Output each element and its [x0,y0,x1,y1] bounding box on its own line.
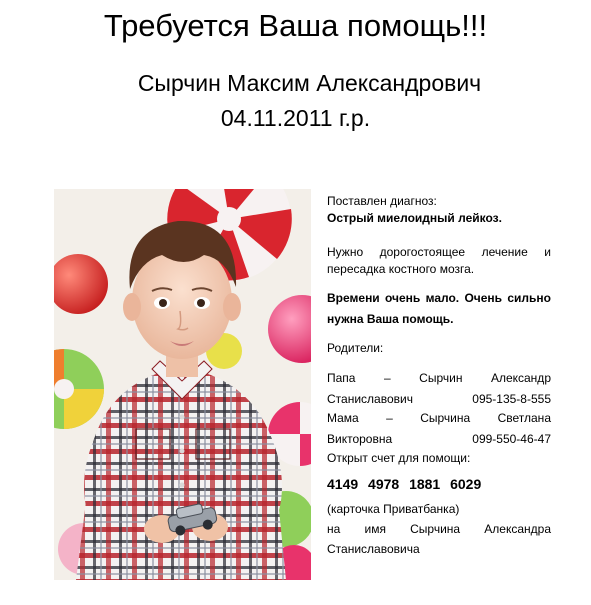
mother-patronymic: Викторовна [327,432,393,446]
urgency-line-1: Времени очень мало. Очень сильно [327,291,551,305]
card-number: 4149 4978 1881 6029 [327,476,482,492]
child-full-name: Сырчин Максим Александрович [137,70,482,96]
child-birth-date: 04.11.2011 г.р. [220,105,371,131]
account-label: Открыт счет для помощи: [327,451,471,465]
urgency-line-2: нужна Ваша помощь. [327,312,454,326]
mother-phone: 099-550-46-47 [472,432,551,446]
father-patronymic: Станиславович [327,392,413,406]
diagnosis-label: Поставлен диагноз: [327,194,437,208]
parents-label: Родители: [327,341,384,355]
father-line-2 [327,391,551,408]
mother-line-2 [327,431,551,448]
headline: Требуется Ваша помощь!!! [103,8,488,43]
treatment-line-2: пересадка костного мозга. [327,262,475,276]
mother-line-1: Мама – Сырчина Светлана [327,411,551,425]
info-panel [327,193,551,558]
treatment-line-1: Нужно дорогостоящее лечение и [327,245,551,259]
card-bank: (карточка Приватбанка) [327,502,460,516]
diagnosis-text: Острый миелоидный лейкоз. [327,211,502,225]
card-holder-line-2: Станиславовича [327,542,420,556]
father-phone: 095-135-8-555 [472,392,551,406]
card-holder-line-1: на имя Сырчина Александра [327,522,551,536]
father-line-1: Папа – Сырчин Александр [327,371,551,385]
child-photo [54,189,311,580]
